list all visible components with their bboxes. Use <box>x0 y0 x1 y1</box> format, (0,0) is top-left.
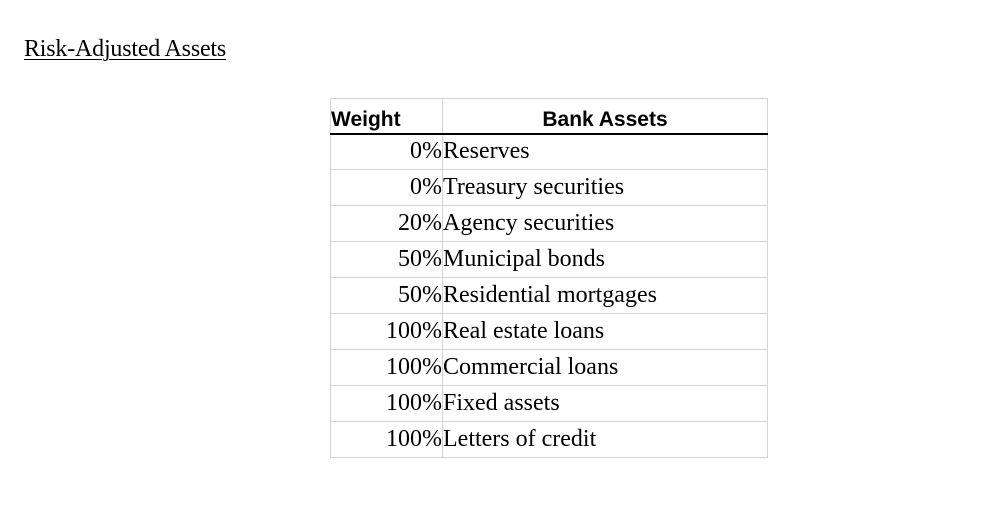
weight-cell: 100% <box>331 314 443 350</box>
weight-cell: 100% <box>331 422 443 458</box>
table-row <box>331 422 768 458</box>
weight-cell: 50% <box>331 242 443 278</box>
table-header-row <box>331 99 768 134</box>
table-row <box>331 242 768 278</box>
table-row <box>331 386 768 422</box>
weight-cell: 100% <box>331 350 443 386</box>
weight-cell: 0% <box>331 134 443 170</box>
asset-cell: Reserves <box>443 134 768 170</box>
weight-cell: 50% <box>331 278 443 314</box>
asset-cell: Real estate loans <box>443 314 768 350</box>
weight-cell: 0% <box>331 170 443 206</box>
table-row <box>331 170 768 206</box>
asset-cell: Agency securities <box>443 206 768 242</box>
table-row <box>331 134 768 170</box>
asset-cell: Treasury securities <box>443 170 768 206</box>
asset-cell: Commercial loans <box>443 350 768 386</box>
weight-column-header: Weight <box>331 99 443 134</box>
document-title: Risk-Adjusted Assets <box>24 36 227 62</box>
weight-cell: 100% <box>331 386 443 422</box>
table-row <box>331 314 768 350</box>
table-row <box>331 350 768 386</box>
risk-weights-table-container <box>330 98 768 458</box>
asset-cell: Fixed assets <box>443 386 768 422</box>
asset-cell: Letters of credit <box>443 422 768 458</box>
table-row <box>331 206 768 242</box>
bank-assets-column-header: Bank Assets <box>443 99 768 134</box>
asset-cell: Residential mortgages <box>443 278 768 314</box>
table-row <box>331 278 768 314</box>
asset-cell: Municipal bonds <box>443 242 768 278</box>
weight-cell: 20% <box>331 206 443 242</box>
risk-weights-table <box>330 98 768 458</box>
